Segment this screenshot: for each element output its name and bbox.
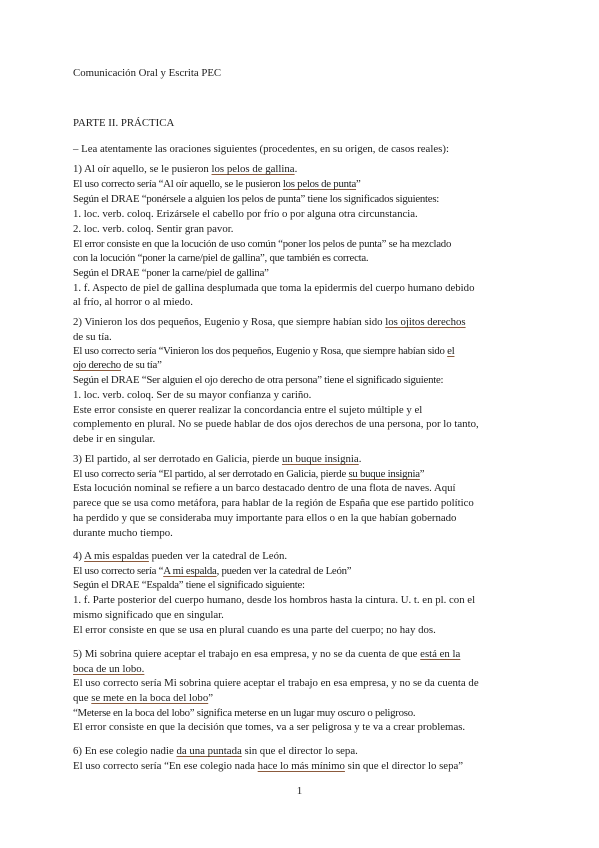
text-line [73, 177, 361, 191]
text-line [73, 344, 454, 358]
text-span: que [73, 692, 92, 704]
text-span: El uso correcto sería “Al oír aquello, se le pusieron [73, 178, 283, 190]
text-span: sin que el director lo sepa” [344, 760, 464, 772]
text-line [73, 237, 451, 251]
text-line [73, 403, 422, 417]
text-span: El error consiste en que la decisión que tomes, va a ser peligrosa y te va a crear problemas. [73, 721, 466, 733]
text-line [73, 496, 474, 510]
text-line [73, 373, 443, 387]
text-line [73, 295, 193, 309]
text-span: mismo significado que en singular. [73, 609, 224, 621]
text-span: Este error consiste en querer realizar la concordancia entre el sujeto múltiple y el [73, 404, 423, 416]
text-span: El error consiste en que se usa en plural cuando es una parte del cuerpo; no hay dos. [73, 624, 436, 636]
text-line [73, 691, 213, 705]
text-span: durante mucho tiempo. [73, 527, 173, 539]
text-span: 1. loc. verb. coloq. Erizársele el cabello por frío o por alguna otra circunstancia. [73, 208, 418, 220]
text-line [73, 706, 415, 720]
text-line [73, 452, 361, 466]
text-span: de su tía” [120, 359, 162, 371]
text-span: – Lea atentamente las oraciones siguientes (procedentes, en su origen, de casos reales): [73, 143, 449, 155]
underlined-phrase: A mi espalda [163, 565, 217, 577]
text-span: 5) Mi sobrina quiere aceptar el trabajo en esa empresa, y no se da cuenta de que [73, 648, 421, 660]
page-number: 1 [296, 785, 303, 797]
text-line [73, 251, 368, 265]
section-title: PARTE II. PRÁCTICA [73, 117, 175, 129]
text-line [73, 481, 456, 495]
text-span: ” [356, 178, 361, 190]
text-line [73, 192, 439, 206]
text-span: 1. loc. verb. coloq. Ser de su mayor confianza y cariño. [73, 389, 312, 401]
text-span: ” [208, 692, 214, 704]
text-span: El uso correcto sería Mi sobrina quiere aceptar el trabajo en esa empresa, y no se da cuenta de [73, 677, 479, 689]
text-span: . [294, 163, 298, 175]
text-span: Esta locución nominal se refiere a un barco destacado dentro de una flota de naves. Aquí [73, 482, 456, 494]
text-span: 1) Al oír aquello, se le pusieron [73, 163, 212, 175]
text-span: 2) Vinieron los dos pequeños, Eugenio y Rosa, que siempre habían sido [73, 316, 386, 328]
underlined-phrase: los pelos de gallina [211, 163, 295, 175]
text-span: El error consiste en que la locución de uso común “poner los pelos de punta” se ha mezclado [73, 238, 452, 250]
text-span: , pueden ver la catedral de León” [216, 565, 352, 577]
text-span: de su tía. [73, 331, 112, 343]
text-span: 4) [73, 550, 85, 562]
text-line [73, 222, 233, 236]
text-line [73, 647, 460, 661]
underlined-phrase: A mis espaldas [84, 550, 149, 562]
underlined-phrase: da una puntada [176, 745, 242, 757]
text-span: sin que el director lo sepa. [241, 745, 358, 757]
text-span: parece que se usa como metáfora, para hablar de la región de España que ese partido político [73, 497, 474, 509]
text-line [73, 281, 474, 295]
text-line [73, 662, 144, 676]
text-span: con la locución “poner la carne/piel de gallina”, que también es correcta. [73, 252, 369, 264]
text-line [73, 388, 311, 402]
text-line [73, 564, 351, 578]
text-line [73, 162, 297, 176]
text-span: Según el DRAE “ponérsele a alguien los pelos de punta” tiene los significados siguientes: [73, 193, 440, 205]
text-line [73, 417, 479, 431]
text-line [73, 759, 463, 773]
underlined-phrase: se mete en la boca del lobo [91, 692, 209, 704]
text-line [73, 608, 224, 622]
text-line [73, 432, 155, 446]
text-span: Según el DRAE “Ser alguien el ojo derecho de otra persona” tiene el significado siguiente: [73, 374, 444, 386]
text-line [73, 142, 449, 156]
text-line [73, 511, 456, 525]
text-line [73, 593, 475, 607]
text-line [73, 526, 173, 540]
text-line [73, 549, 287, 563]
underlined-phrase: hace lo más mínimo [257, 760, 345, 772]
underlined-phrase: está en la [420, 648, 461, 660]
text-line [73, 676, 479, 690]
underlined-phrase: un buque insignia [281, 453, 359, 465]
text-line [73, 330, 112, 344]
text-span: “Meterse en la boca del lobo” significa meterse en un lugar muy oscuro o peligroso. [73, 707, 416, 719]
text-line [73, 266, 269, 280]
text-span: 1. f. Aspecto de piel de gallina desplumada que toma la epidermis del cuerpo humano debido [73, 282, 475, 294]
text-span: pueden ver la catedral de León. [148, 550, 288, 562]
text-span: ha perdido y que se consideraba muy importante para ellos o en la que habían gobernado [73, 512, 457, 524]
text-span: 6) En ese colegio nadie [73, 745, 177, 757]
underlined-phrase: su buque insignia [348, 468, 420, 480]
text-span: El uso correcto sería “ [73, 565, 164, 577]
text-span: Según el DRAE “Espalda” tiene el significado siguiente: [73, 579, 305, 591]
text-span: Según el DRAE “poner la carne/piel de gallina” [73, 267, 269, 279]
text-line [73, 720, 465, 734]
text-span: 3) El partido, al ser derrotado en Galicia, pierde [73, 453, 282, 465]
text-line [73, 207, 418, 221]
text-span: El uso correcto sería “El partido, al ser derrotado en Galicia, pierde [73, 468, 349, 480]
underlined-phrase: boca de un lobo. [73, 663, 145, 675]
text-span: 1. f. Parte posterior del cuerpo humano, desde los hombros hasta la cintura. U. t. en pl. con el [73, 594, 476, 606]
underlined-phrase: el [447, 345, 455, 357]
underlined-phrase: los pelos de punta [282, 178, 357, 190]
text-span: El uso correcto sería “En ese colegio nada [73, 760, 258, 772]
document-header: Comunicación Oral y Escrita PEC [73, 67, 222, 79]
text-span: debe ir en singular. [73, 433, 156, 445]
underlined-phrase: ojo derecho [73, 359, 121, 371]
text-span: complemento en plural. No se puede hablar de dos ojos derechos de una persona, por lo tanto, [73, 418, 479, 430]
text-line [73, 358, 162, 372]
text-line [73, 578, 305, 592]
underlined-phrase: los ojitos derechos [385, 316, 466, 328]
text-span: . [358, 453, 362, 465]
text-span: El uso correcto sería “Vinieron los dos pequeños, Eugenio y Rosa, que siempre habían sido [73, 345, 448, 357]
text-span: 2. loc. verb. coloq. Sentir gran pavor. [73, 223, 234, 235]
text-span: al frío, al horror o al miedo. [73, 296, 193, 308]
text-line [73, 315, 466, 329]
text-line [73, 467, 424, 481]
text-line [73, 744, 358, 758]
text-line [73, 623, 436, 637]
text-span: ” [419, 468, 425, 480]
